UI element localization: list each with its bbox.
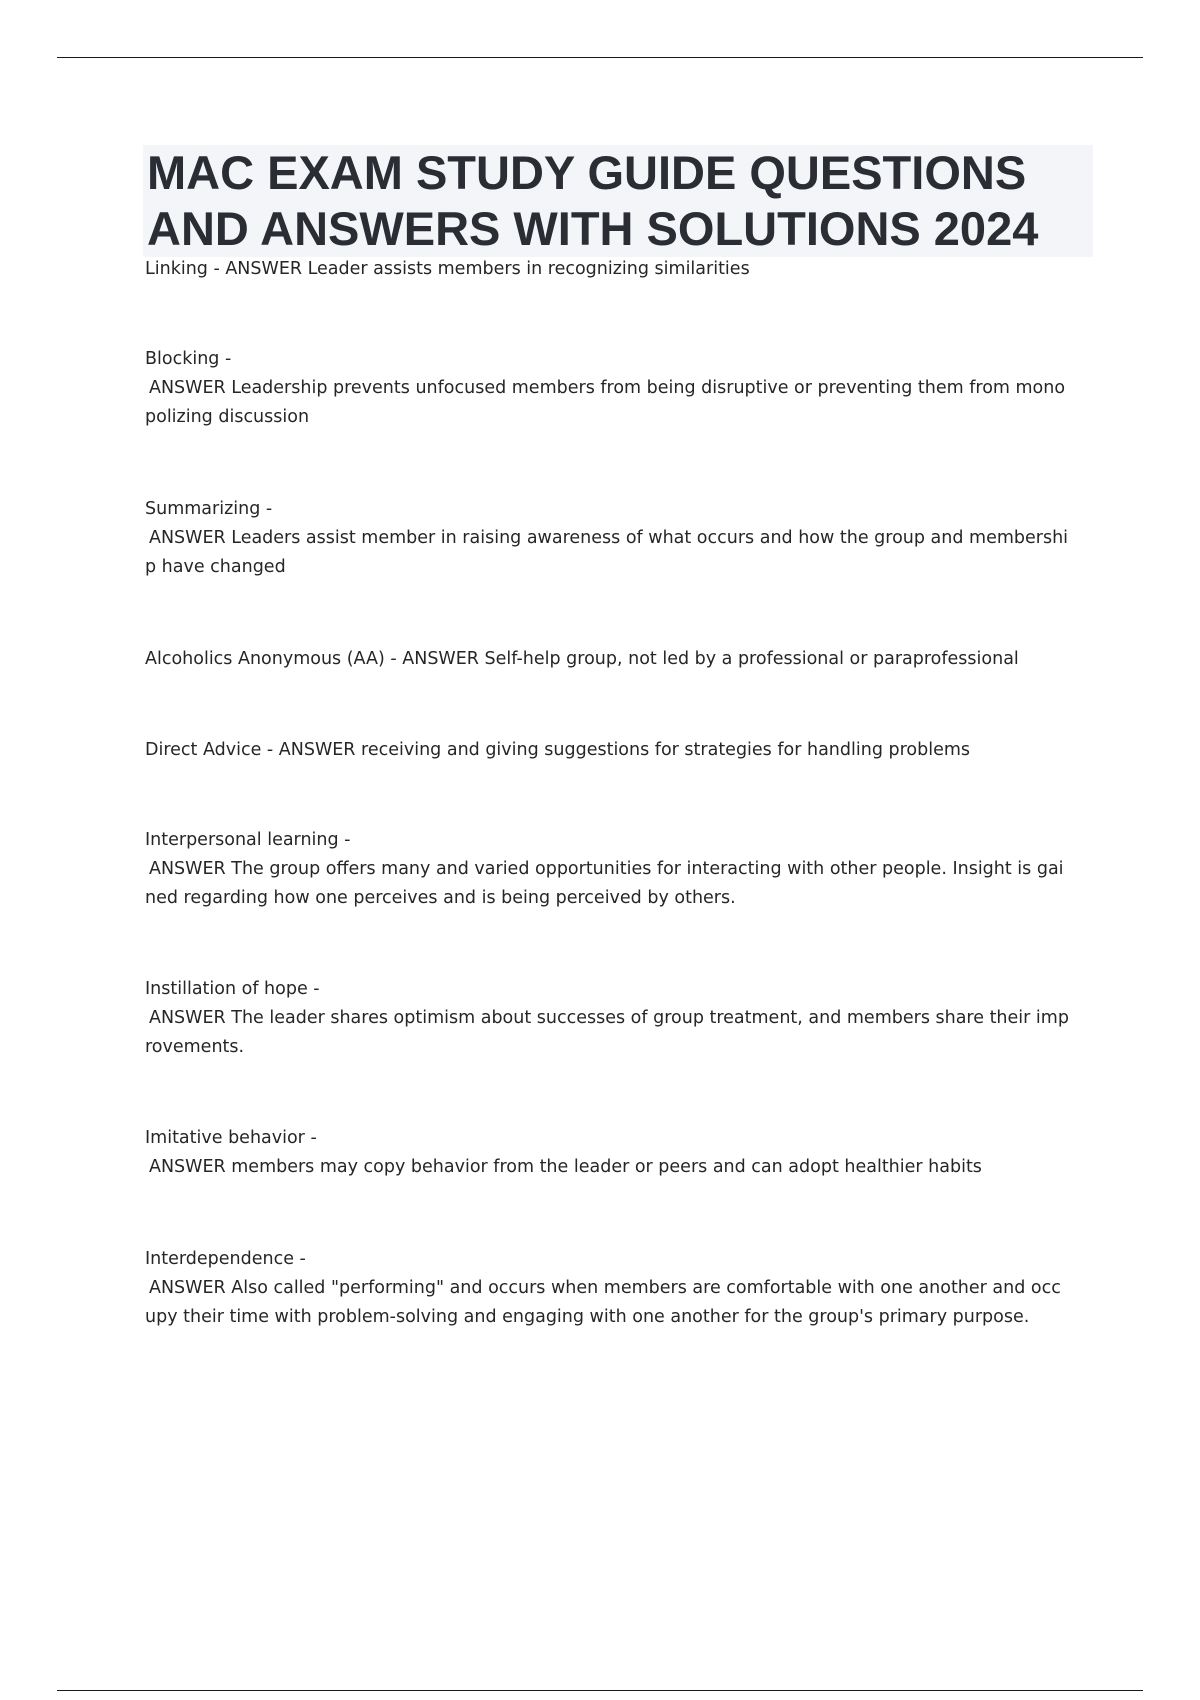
entry-answer-line: polizing discussion [145, 407, 310, 427]
qa-entry-imitative-behavior [145, 1124, 982, 1182]
qa-entry-linking [145, 255, 750, 284]
entry-answer-line: ANSWER members may copy behavior from the leader or peers and can adopt healthier habits [149, 1157, 982, 1177]
qa-entry-interdependence [145, 1245, 1061, 1332]
entry-term: Interpersonal learning - [145, 830, 351, 850]
title-line-1: MAC EXAM STUDY GUIDE QUESTIONS [147, 146, 1027, 199]
entry-answer-line: ANSWER The leader shares optimism about successes of group treatment, and members share their imp [149, 1008, 1069, 1028]
entry-answer-line: rovements. [145, 1037, 245, 1057]
qa-entry-blocking [145, 345, 1065, 432]
entry-answer-line: ANSWER Leaders assist member in raising awareness of what occurs and how the group and membershi [149, 528, 1069, 548]
entry-term: Interdependence - [145, 1249, 306, 1269]
entry-answer-line: ned regarding how one perceives and is being perceived by others. [145, 888, 736, 908]
title-line-2: AND ANSWERS WITH SOLUTIONS 2024 [147, 202, 1039, 255]
entry-term: Summarizing - [145, 499, 273, 519]
entry-answer-line: ANSWER Leadership prevents unfocused members from being disruptive or preventing them from mono [149, 378, 1066, 398]
qa-entry-interpersonal-learning [145, 826, 1064, 913]
entry-answer-line: ANSWER The group offers many and varied opportunities for interacting with other people. Insight is gai [149, 859, 1064, 879]
qa-entry-summarizing [145, 495, 1068, 582]
entry-answer-line: p have changed [145, 557, 286, 577]
entry-term: Alcoholics Anonymous (AA) - ANSWER Self-help group, not led by a professional or paraprofessional [145, 649, 1019, 669]
entry-term: Blocking - [145, 349, 232, 369]
entry-term: Direct Advice - ANSWER receiving and giving suggestions for strategies for handling problems [145, 740, 971, 760]
entry-term: Imitative behavior - [145, 1128, 317, 1148]
entry-answer-line: upy their time with problem-solving and engaging with one another for the group's primary purpose. [145, 1307, 1030, 1327]
qa-entry-direct-advice [145, 736, 970, 765]
bottom-divider [57, 1690, 1143, 1691]
entry-term: Linking - ANSWER Leader assists members in recognizing similarities [145, 259, 750, 279]
entry-answer-line: ANSWER Also called "performing" and occurs when members are comfortable with one another and occ [149, 1278, 1061, 1298]
qa-entry-alcoholics-anonymous [145, 645, 1019, 674]
entry-term: Instillation of hope - [145, 979, 320, 999]
top-divider [57, 57, 1143, 58]
document-title [143, 145, 1093, 257]
qa-entry-instillation-of-hope [145, 975, 1069, 1062]
